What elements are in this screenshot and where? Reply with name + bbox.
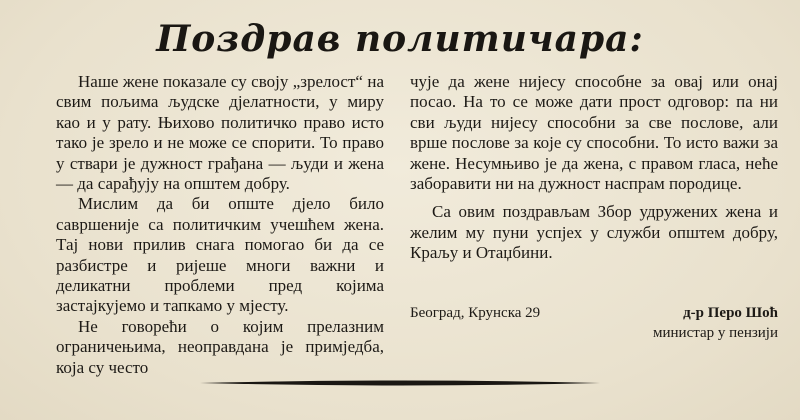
right-column — [410, 72, 778, 264]
left-paragraph-1: Наше жене показале су своју „зрелост“ на свим пољима људске дјелатности, у миру као и у рату. Њихово политичко право исто тако је зрело и не може се спорити. То право у ствари је дужност грађана — људи и жена — да сарађују на општем добру. — [56, 72, 384, 194]
signature-role: министар у пензији — [653, 325, 778, 341]
signature-place: Београд, Крунска 29 — [410, 305, 541, 321]
signature-name: д-р Перо Шоћ — [683, 305, 778, 321]
left-paragraph-2: Мислим да би опште дјело било савршеније са политичким учешћем жена. Тај нови прилив снага помогао би да се разбистре и ријеше многи важни и деликатни проблеми пред којима застајкујемо и тапкамо у мјесту. — [56, 194, 384, 316]
decorative-divider — [200, 378, 600, 388]
left-column — [56, 72, 384, 378]
article-title: Поздрав политичара: — [156, 18, 644, 60]
right-paragraph-2: Са овим поздрављам Збор удружених жена и желим му пуни успјех у служби општем добру, Краљу и Отаџбини. — [410, 202, 778, 263]
signature-block — [410, 305, 778, 345]
left-paragraph-3: Не говорећи о којим прелазним ограничењима, неоправдана је примједба, која су често — [56, 316, 384, 377]
right-paragraph-1: чује да жене нијесу способне за овај или онај посао. На то се може дати прост одговор: па ни сви људи нијесу способни за све послове, али врше послове за које су способни. То исто важи за жене. Несумњиво је да жена, с правом гласа, неће заборавити ни на дужност наспрам породице. — [410, 72, 778, 194]
